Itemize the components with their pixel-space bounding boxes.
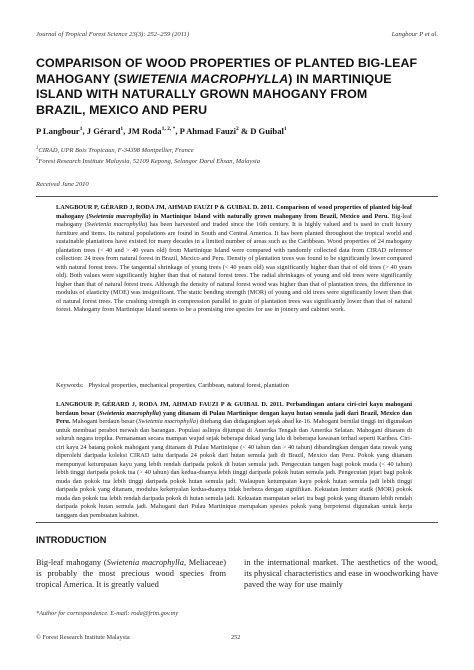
intro-column-right: in the international market. The aesthetics of the wood, its physical characteristics and ease in woodworking have paved the way for use mainly bbox=[244, 558, 438, 589]
divider-bottom bbox=[36, 522, 438, 523]
keywords-text: Physical properties, mechanical properties, Caribbean, natural forest, plantation bbox=[88, 382, 289, 389]
affiliation-1: $^1$CIRAD, UPR Bois Tropicaux, F-34398 Montpellier, France bbox=[36, 146, 194, 155]
journal-citation: Journal of Tropical Forest Science 23(3): 252–259 (2011) bbox=[36, 31, 190, 38]
intro-column-left: Big-leaf mahogany (Swietenia macrophylla, Meliaceae) is probably the most precious wood species from tropical America. It is greatly valued bbox=[36, 558, 226, 589]
page-number: 252 bbox=[231, 634, 241, 641]
paper-title bbox=[36, 56, 440, 118]
title-line-4: BRAZIL, MEXICO AND PERU bbox=[36, 102, 208, 117]
page-footer bbox=[36, 634, 438, 641]
keywords bbox=[56, 382, 412, 389]
title-species: SWIETENIA MACROPHYLLA bbox=[118, 71, 289, 86]
introduction-heading: INTRODUCTION bbox=[36, 535, 107, 545]
keywords-label: Keywords: bbox=[56, 382, 84, 389]
affiliation-2: $^2$Forest Research Institute Malaysia, 52109 Kepong, Selangor Darul Ehsan, Malaysia bbox=[36, 157, 260, 166]
divider-top bbox=[36, 196, 438, 197]
running-header bbox=[36, 31, 438, 38]
abstract-malay: LANGBOUR P, GÉRARD J, RODA JM, AHMAD FAUZI P & GUIBAL D. 2011. Perbandingan antara ciri-ciri kayu mahogani berdaun besar (Swietenia macrophylla) yang ditanam di Pulau Martinique dengan kayu hutan semula jadi dari Brazil, Mexico dan Peru. Mahogani berdaun besar (Swietenia macrophylla) ditebang dan didagangkan sejak abad ke-16. Mahogani bernilai tinggi ini digunakan untuk membuat perabot mewah dan barangan. Populasi aslinya dijumpai di Amerika Tengah dan Amerika Selatan. Mahogani ditanam di seluruh negara tropika. Pemanaman secara mampan wujud sejak beberapa dekad yang lalu di beberapa kawasan terhad seperti Karibea. Ciri-ciri kayu 24 batang pokok mahogani yang ditanam di Pulau Martinique (< 40 tahun dan > 40 tahun) dibandingkan dengan data rawak yang diperolehi daripada koleksi CIRAD iaitu daripada 24 pokok dari hutan semula jadi di Brazil, Mexico dan Peru. Pokok yang ditanam mempunyai ketumpatan kayu yang lebih rendah daripada pokok di hutan semula jadi. Pengecutan tangen bagi pokok muda (< 40 tahun) lebih tinggi daripada pokok tua (> 40 tahun) dan kedua-duanya lebih tinggi daripada pokok hutan semula jadi. Pengecutan jejari bagi pokok muda dan pokok tua lebih tinggi daripada pokok hutan semula jadi. Walaupun ketumpatan kayu pokok hutan semula jadi lebih tinggi daripada pokok yang ditanam, modulus kekenyalan kedua-duanya tidak berbeza dengan signifikan. Kekuatan lenturr statik (MOR) pokok muda dan pokok tua lebih rendah daripada pokok di hutan semula jadi. Kekuatan mampatan selari ira bagi pokok yang ditanam lebih rendah daripada pokok hutan semula jadi. Mahogani dari Pulau Martinique merupakan spesies pokok yang berpotensi digunakan untuk kerja tanggam dan pembuatan kabinet. bbox=[56, 401, 412, 519]
author-list: P Langbour$^1$, J Gérard$^1$, JM Roda$^{1, 2, *}$, P Ahmad Fauzi$^2$ & D Guibal$^1$ bbox=[36, 126, 287, 136]
title-line-3: ISLAND WITH NATURALLY GROWN MAHOGANY FROM bbox=[36, 87, 368, 101]
title-line-1: COMPARISON OF WOOD PROPERTIES OF PLANTED BIG-LEAF bbox=[36, 56, 418, 70]
title-line-2: MAHOGANY (SWIETENIA MACROPHYLLA) IN MARTINIQUE bbox=[36, 71, 392, 86]
abstract-english: LANGBOUR P, GÉRARD J, RODA JM, AHMAD FAUZI P & GUIBAL D. 2011. Comparison of wood properties of planted big-leaf mahogany (Swietenia macrophylla) in Martinique Island with naturally grown mahogany from Brazil, Mexico and Peru. Big-leaf mahogany (Swietenia macrophylla) has been harvested and traded since the 16th century. It is highly valued and is used to craft luxury furniture and items. Its natural populations are found in South and Central America. It has been planted throughout the tropical world and sustainable plantations have existed for many decades in a limited number of areas such as the Caribbean. Wood properties of 24 mahogany plantation trees (< 40 and > 40 years old) from Martinique Island were compared with randomly collected data from CIRAD reference collection: 24 trees from natural forest in Brazil, Mexico and Peru. Density of plantation trees was found to be significantly lower compared with natural forest trees. The tangential shrinkage of young trees (< 40 years old) was significantly higher than that of old trees (> 40 years old). Both values were significantly higher than that of natural forest trees. The radial shrinkages of young and old trees were significantly higher than that of natural forest trees. Although the density of natural forest wood was higher than that of plantation trees, the difference in modulus of elasticity (MOE) was insignificant. The static bending strength (MOR) of young and old trees were significantly lower than that of natural forest trees. The crushing strength in compression parallel to grain of plantation trees was significantly lower than that of natural forest. Mahogany from Martinique Island seems to be a promising tree species for use in joinery and cabinet work. bbox=[56, 204, 412, 313]
received-date: Received June 2010 bbox=[36, 181, 89, 188]
correspondence-footnote: *Author for correspondence. E-mail: roda@frim.gov.my bbox=[36, 610, 179, 617]
running-author: Langbour P et al. bbox=[391, 31, 438, 38]
footer-copyright: © Forest Research Institute Malaysia bbox=[36, 634, 130, 641]
